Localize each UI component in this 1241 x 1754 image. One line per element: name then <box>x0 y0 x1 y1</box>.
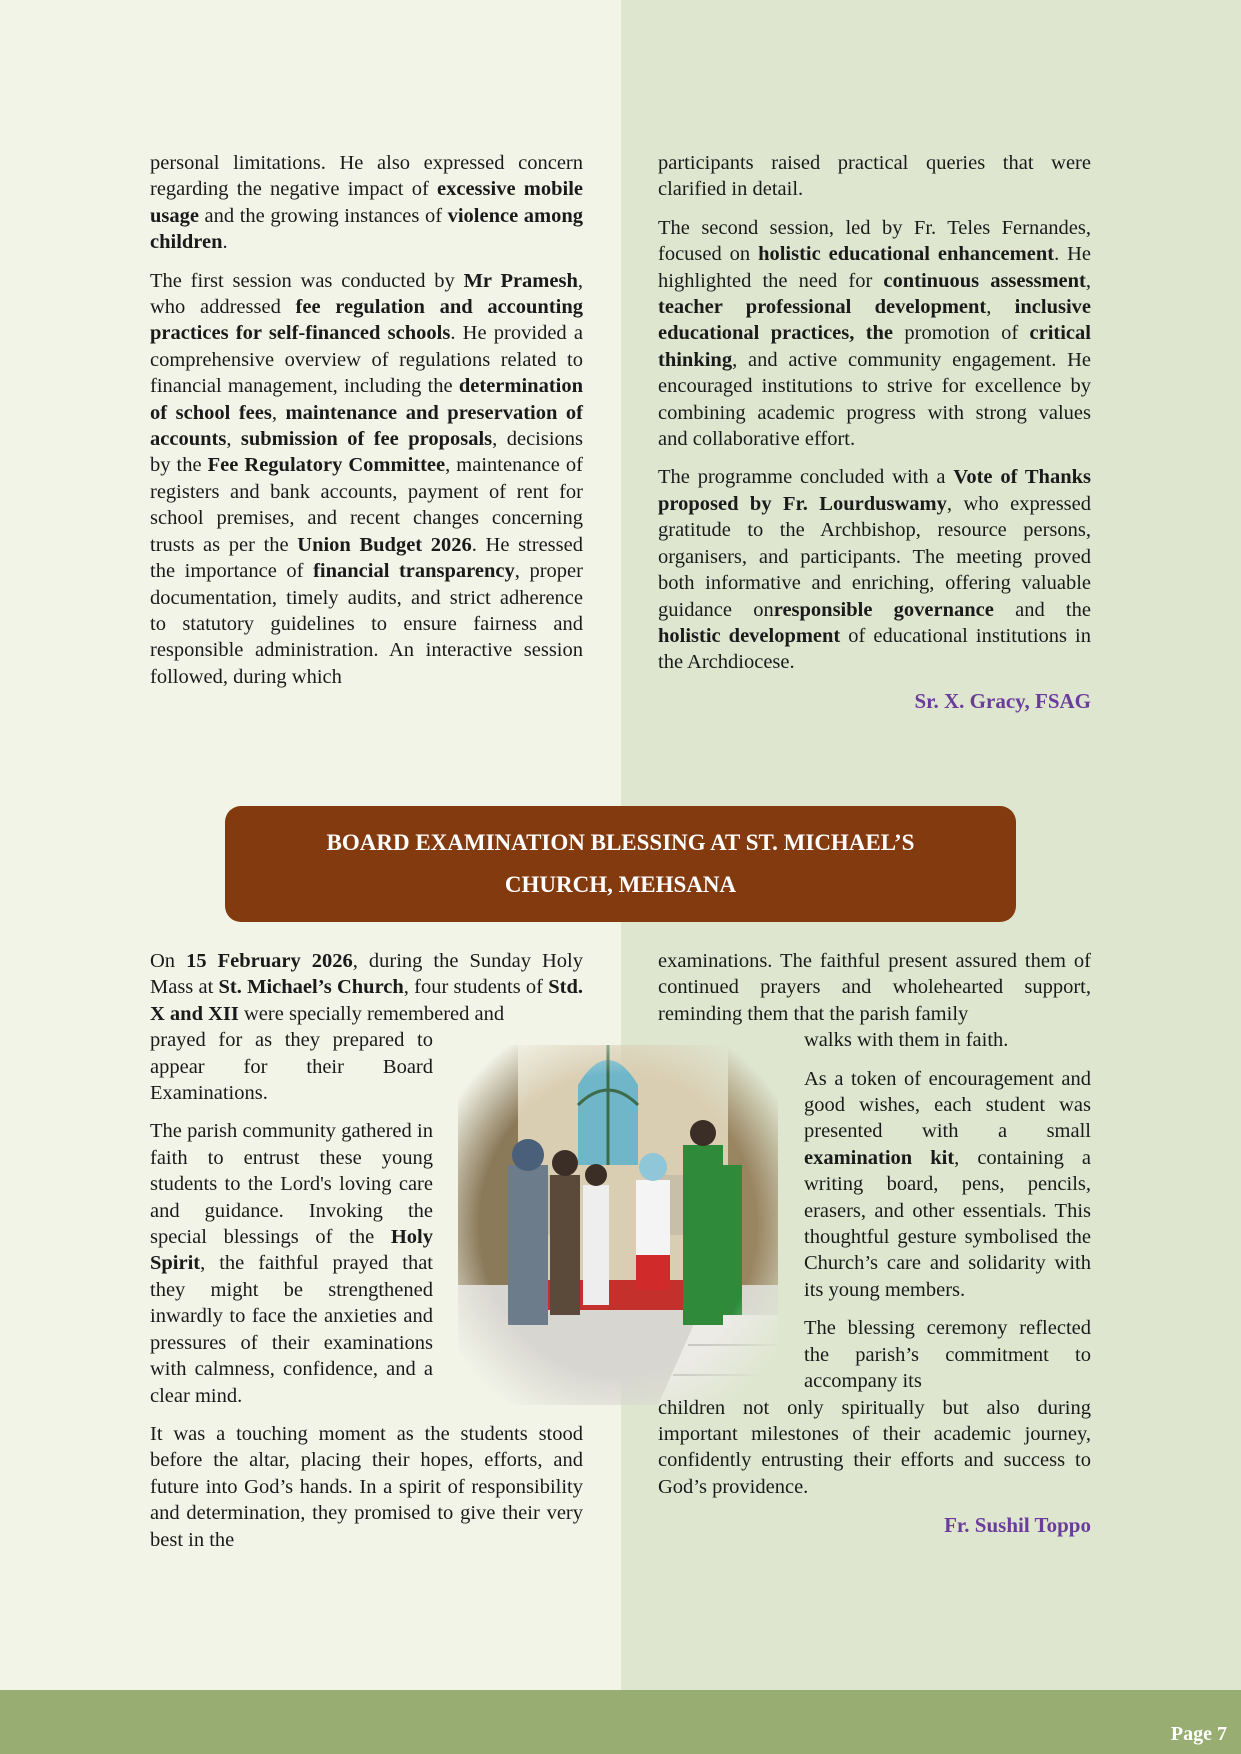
article1-left-column <box>150 150 583 702</box>
article2-right-paragraph-3-continued: children not only spiritually but also during important milestones of their academic journey, confidently entrusting their efforts and success to God’s providence. <box>658 1396 1091 1498</box>
article2-right-paragraph-1-continued: walks with them in faith. <box>804 1029 1009 1052</box>
article1-right-paragraph-2: The second session, led by Fr. Teles Fernandes, focused on holistic educational enhancement. He highlighted the need for continuous assessment, teacher professional development, inclusive educational practices, the promotion of critical thinking, and active community engagement. He encouraged institutions to strive for excellence by combining academic progress with strong values and collaborative effort. <box>658 216 1091 451</box>
article2-left-paragraph-3: It was a touching moment as the students stood before the altar, placing their hopes, efforts, and future into God’s hands. In a spirit of responsibility and determination, they promised to give their very best in the <box>150 1422 583 1551</box>
article1-left-paragraph-2: The first session was conducted by Mr Pramesh, who addressed fee regulation and accounting practices for self-financed schools. He provided a comprehensive overview of regulations related to financial management, including the determination of school fees, maintenance and preservation of accounts, submission of fee proposals, decisions by the Fee Regulatory Committee, maintenance of registers and bank accounts, payment of rent for school premises, and recent changes concerning trusts as per the Union Budget 2026. He stressed the importance of financial transparency, proper documentation, timely audits, and strict adherence to statutory guidelines to ensure fairness and responsible administration. An interactive session followed, during which <box>150 269 584 688</box>
page-footer <box>0 1690 1241 1754</box>
article2-right-column <box>658 948 1091 1538</box>
page-number: Page 7 <box>1170 1723 1227 1745</box>
banner-title-line-2: CHURCH, MEHSANA <box>504 872 737 897</box>
banner-title-line-1: BOARD EXAMINATION BLESSING AT ST. MICHAEL’S <box>326 830 915 855</box>
article2-right-paragraph-3: The blessing ceremony reflected the parish’s commitment to accompany its <box>804 1317 1091 1393</box>
article1-right-paragraph-1: participants raised practical queries that were clarified in detail. <box>658 152 1091 201</box>
article2-left-paragraph-2: The parish community gathered in faith to entrust these young students to the Lord's loving care and guidance. Invoking the special blessings of the Holy Spirit, the faithful prayed that they might be strengthened inwardly to face the anxieties and pressures of their examinations with calmness, confidence, and a clear mind. <box>150 1120 433 1407</box>
article2-left-paragraph-1-continued: prayed for as they prepared to appear for their Board Examinations. <box>150 1029 433 1105</box>
article2-right-paragraph-2: As a token of encouragement and good wishes, each student was presented with a small examination kit, containing a writing board, pens, pencils, erasers, and other essentials. This thoughtful gesture symbolised the Church’s care and solidarity with its young members. <box>804 1067 1091 1301</box>
article1-signature: Sr. X. Gracy, FSAG <box>914 688 1091 713</box>
article2-signature: Fr. Sushil Toppo <box>944 1513 1091 1538</box>
section-title-banner <box>225 806 1016 922</box>
article1-left-paragraph-1: personal limitations. He also expressed concern regarding the negative impact of excessive mobile usage and the growing instances of violence among children. <box>150 152 584 254</box>
article1-right-column <box>658 150 1091 714</box>
article1-right-paragraph-3: The programme concluded with a Vote of Thanks proposed by Fr. Lourduswamy, who expressed gratitude to the Archbishop, resource persons, organisers, and participants. The meeting proved both informative and enriching, offering valuable guidance onresponsible governance and the holistic development of educational institutions in the Archdiocese. <box>658 466 1091 674</box>
article2-right-paragraph-1: examinations. The faithful present assured them of continued prayers and wholehearted support, reminding them that the parish family <box>658 950 1091 1025</box>
article2-left-paragraph-1: On 15 February 2026, during the Sunday Holy Mass at St. Michael’s Church, four students of Std. X and XII were specially remembered and <box>150 950 583 1025</box>
